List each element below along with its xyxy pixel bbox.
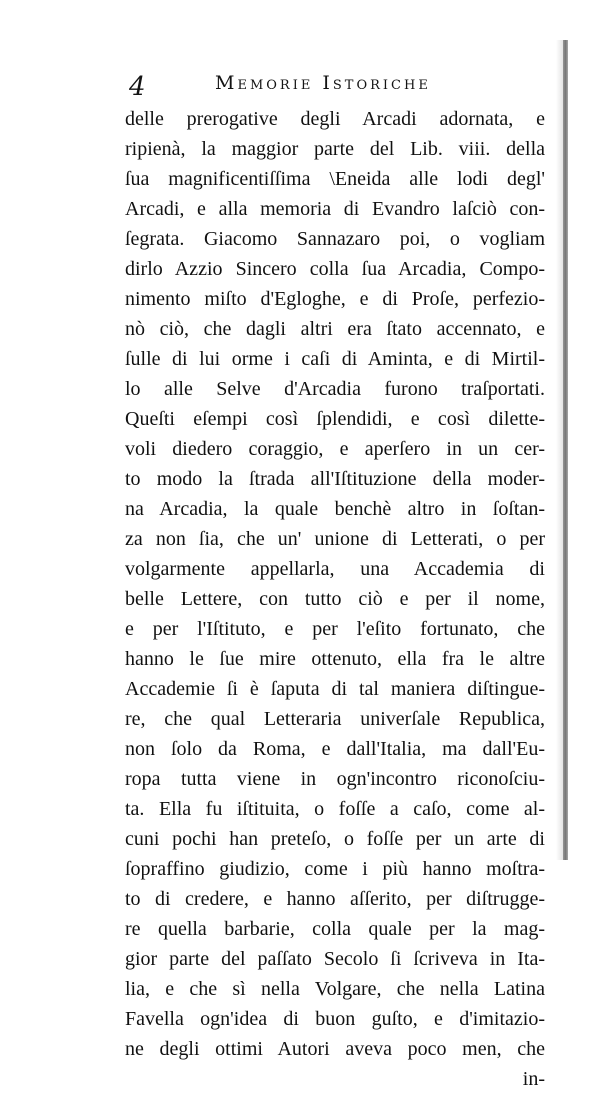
text-line: non ſolo da Roma, e dall'Italia, ma dall'Eu- (125, 738, 545, 760)
text-line: e per l'Iſtituto, e per l'eſito fortunato, che (125, 618, 545, 640)
text-line: lo alle Selve d'Arcadia furono traſportati. (125, 378, 545, 400)
text-line: re quella barbarie, colla quale per la mag- (125, 918, 545, 940)
text-line: lia, e che sì nella Volgare, che nella Latina (125, 978, 545, 1000)
text-line: ripienà, la maggior parte del Lib. viii. della (125, 138, 545, 160)
catchword: in- (522, 1068, 545, 1090)
page-number: 4 (129, 72, 146, 102)
running-title: Memorie Istoriche (215, 72, 431, 94)
text-line: ta. Ella fu iſtituita, o foſſe a caſo, come al- (125, 798, 545, 820)
text-line: ne degli ottimi Autori aveva poco men, che (125, 1038, 545, 1060)
text-line: belle Lettere, con tutto ciò e per il nome, (125, 588, 545, 610)
text-line: ſulle di lui orme i caſi di Aminta, e di Mirtil- (125, 348, 545, 370)
text-line: Favella ogn'idea di buon guſto, e d'imitazio- (125, 1008, 545, 1030)
text-line: ſua magnificentiſſima \Eneida alle lodi degl' (125, 168, 545, 190)
text-line: Queſti eſempi così ſplendidi, e così dilette- (125, 408, 545, 430)
text-line: delle prerogative degli Arcadi adornata, e (125, 108, 545, 130)
text-line: na Arcadia, la quale benchè altro in ſoſtan- (125, 498, 545, 520)
text-line: ſopraffino giudizio, come i più hanno moſtra- (125, 858, 545, 880)
text-line: cuni pochi han preteſo, o foſſe per un arte di (125, 828, 545, 850)
text-line: re, che qual Letteraria univerſale Republica, (125, 708, 545, 730)
text-line: Accademie ſi è ſaputa di tal maniera diſtingue- (125, 678, 545, 700)
text-line: nimento miſto d'Egloghe, e di Proſe, perfezio- (125, 288, 545, 310)
text-line: hanno le ſue mire ottenuto, ella fra le altre (125, 648, 545, 670)
text-line: gior parte del paſſato Secolo ſi ſcriveva in Ita- (125, 948, 545, 970)
text-line: to modo la ſtrada all'Iſtituzione della moder- (125, 468, 545, 490)
text-line: ſegrata. Giacomo Sannazaro poi, o vogliam (125, 228, 545, 250)
text-line: volgarmente appellarla, una Accademia di (125, 558, 545, 580)
text-line: ropa tutta viene in ogn'incontro riconoſciu- (125, 768, 545, 790)
text-line: voli diedero coraggio, e aperſero in un cer- (125, 438, 545, 460)
text-line: dirlo Azzio Sincero colla ſua Arcadia, Compo- (125, 258, 545, 280)
text-line: nò ciò, che dagli altri era ſtato accennato, e (125, 318, 545, 340)
text-line: za non ſia, che un' unione di Letterati, o per (125, 528, 545, 550)
page-header (125, 62, 545, 102)
book-spine-edge (563, 40, 568, 860)
text-line: to di credere, e hanno aſſerito, per diſtrugge- (125, 888, 545, 910)
text-line: Arcadi, e alla memoria di Evandro laſciò con- (125, 198, 545, 220)
body-text (125, 104, 545, 1094)
